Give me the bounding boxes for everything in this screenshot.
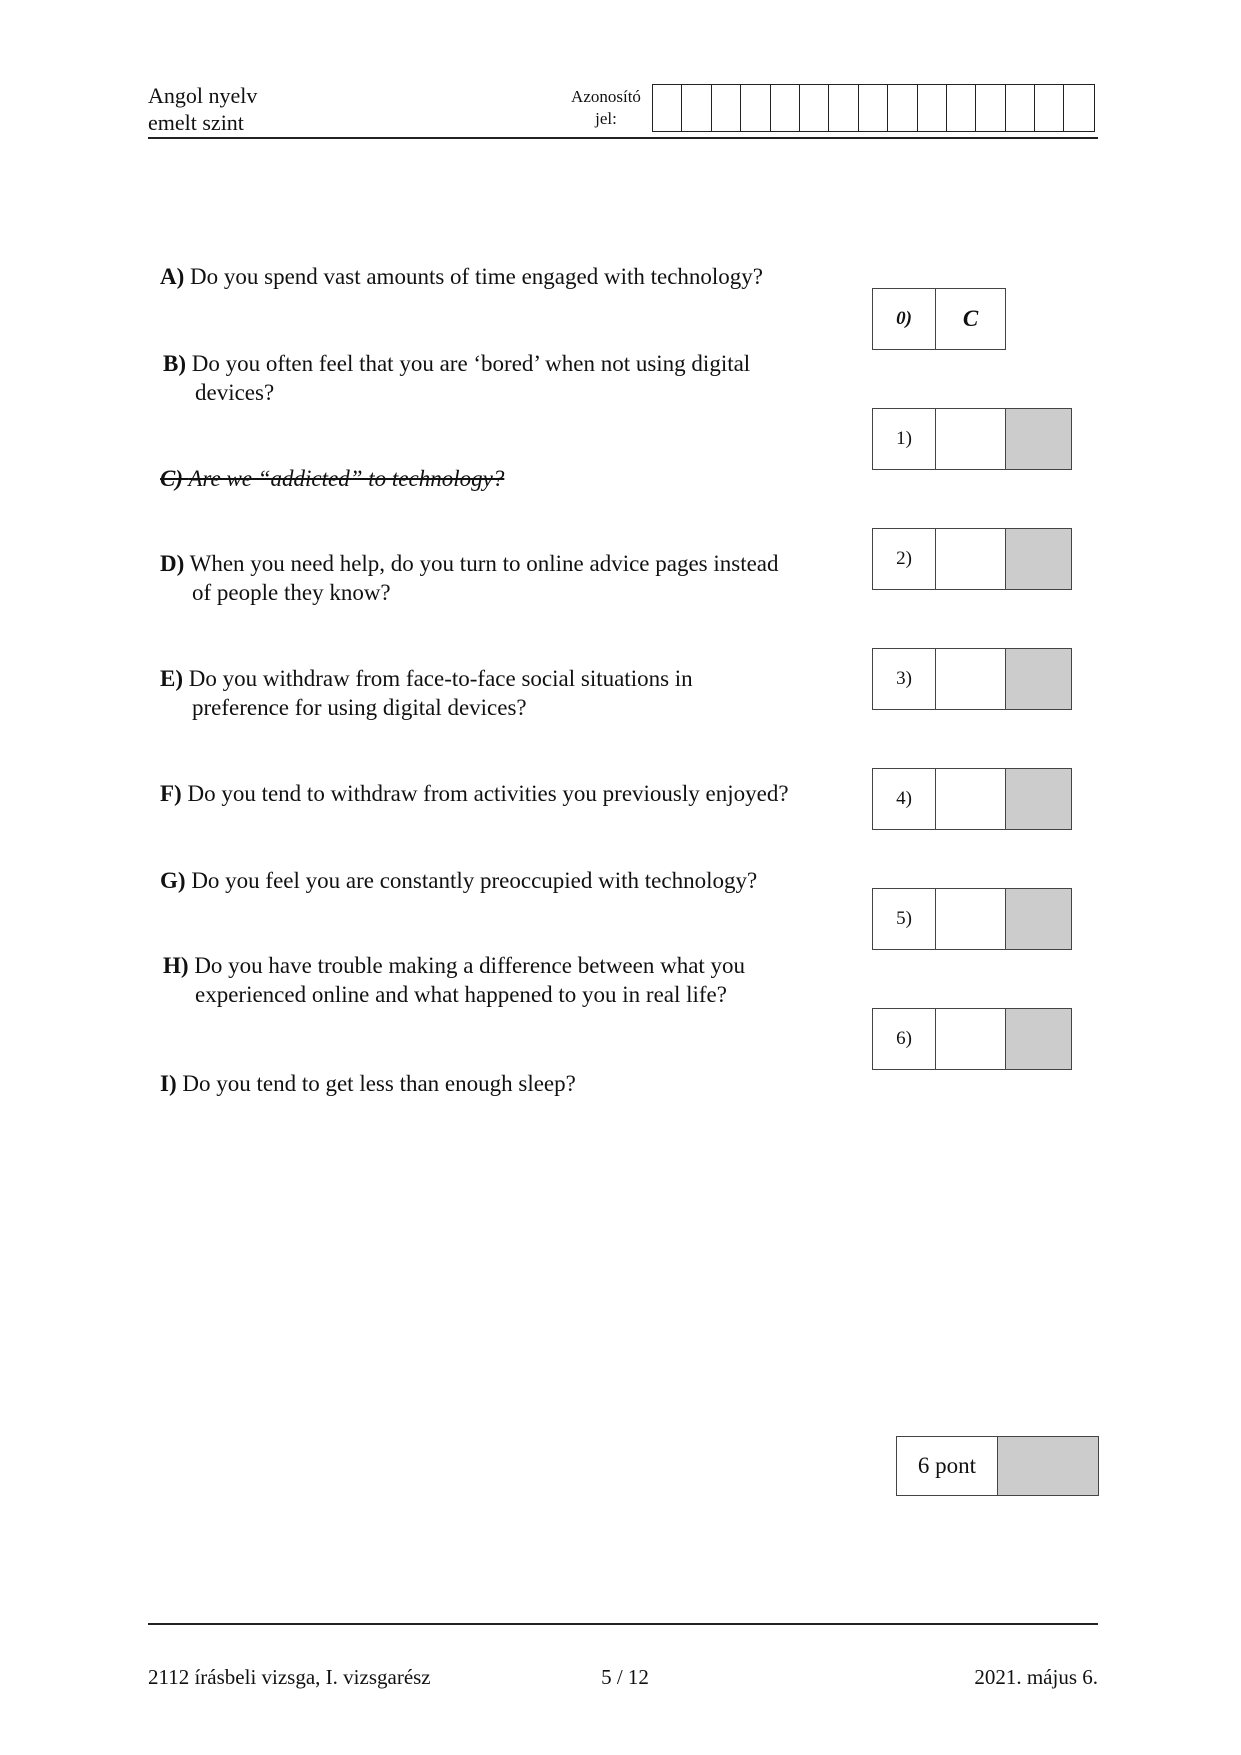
header-rule <box>148 137 1098 139</box>
question-text: Do you have trouble making a difference between what you <box>194 953 746 978</box>
id-code-cell[interactable] <box>800 85 829 131</box>
id-label-line1: Azonosító <box>571 87 641 106</box>
answer-input[interactable] <box>936 769 1005 829</box>
id-code-cell[interactable] <box>1035 85 1064 131</box>
question-text: Do you feel you are constantly preoccupied with technology? <box>191 868 758 893</box>
answer-value: C <box>962 306 979 331</box>
id-code-cell[interactable] <box>918 85 947 131</box>
id-code-cell[interactable] <box>712 85 741 131</box>
question-text-continued: preference for using digital devices? <box>192 695 527 720</box>
total-points-box <box>896 1436 1099 1496</box>
total-points-label: 6 pont <box>897 1437 998 1495</box>
question-h <box>163 951 853 1009</box>
footer-exam-name: 2112 írásbeli vizsga, I. vizsgarész <box>148 1665 431 1689</box>
question-letter: H) <box>163 953 189 978</box>
question-b <box>163 349 853 407</box>
answer-number: 0) <box>873 289 936 349</box>
answer-input[interactable] <box>936 409 1005 469</box>
id-code-cell[interactable] <box>1006 85 1035 131</box>
question-letter: B) <box>163 351 186 376</box>
answer-box-3 <box>872 648 1072 710</box>
question-letter: C) <box>160 466 183 491</box>
question-c-example <box>160 464 850 493</box>
answer-box-2 <box>872 528 1072 590</box>
question-text-continued: experienced online and what happened to you in real life? <box>195 982 727 1007</box>
answer-input[interactable] <box>936 529 1005 589</box>
id-code-cell[interactable] <box>859 85 888 131</box>
answer-input[interactable] <box>936 1009 1005 1069</box>
question-text: Are we “addicted” to technology? <box>188 466 505 491</box>
question-e <box>160 664 850 722</box>
footer-page-number: 5 / 12 <box>601 1665 649 1689</box>
subject-name: Angol nyelv <box>148 83 258 108</box>
score-box <box>1005 1009 1071 1069</box>
id-code-cell[interactable] <box>1064 85 1093 131</box>
answer-box-example <box>872 288 1006 350</box>
question-text: When you need help, do you turn to online advice pages instead <box>189 551 779 576</box>
answer-input[interactable] <box>936 649 1005 709</box>
answer-number: 1) <box>873 409 936 469</box>
question-letter: I) <box>160 1071 177 1096</box>
answer-number: 3) <box>873 649 936 709</box>
id-code-cell[interactable] <box>653 85 682 131</box>
id-code-cell[interactable] <box>682 85 711 131</box>
id-code-cell[interactable] <box>829 85 858 131</box>
question-g <box>160 866 850 895</box>
total-score-box <box>998 1437 1098 1495</box>
question-a <box>160 262 850 291</box>
answer-box-6 <box>872 1008 1072 1070</box>
question-text: Do you tend to withdraw from activities you previously enjoyed? <box>187 781 789 806</box>
answer-box-1 <box>872 408 1072 470</box>
question-text: Do you often feel that you are ‘bored’ when not using digital <box>191 351 751 376</box>
question-letter: D) <box>160 551 185 576</box>
question-text: Do you tend to get less than enough sleep? <box>182 1071 576 1096</box>
score-box <box>1005 889 1071 949</box>
score-box <box>1005 529 1071 589</box>
id-code-cell[interactable] <box>947 85 976 131</box>
id-code-cell[interactable] <box>741 85 770 131</box>
id-code-cell[interactable] <box>771 85 800 131</box>
answer-number: 2) <box>873 529 936 589</box>
id-code-cell[interactable] <box>888 85 917 131</box>
question-letter: F) <box>160 781 182 806</box>
id-code-grid[interactable] <box>652 84 1095 132</box>
answer-input[interactable] <box>936 889 1005 949</box>
question-i <box>160 1069 850 1098</box>
question-letter: A) <box>160 264 185 289</box>
question-f <box>160 779 860 808</box>
question-d <box>160 549 850 607</box>
subject-level: emelt szint <box>148 110 244 135</box>
answer-number: 5) <box>873 889 936 949</box>
question-text-continued: devices? <box>195 380 275 405</box>
score-box <box>1005 769 1071 829</box>
question-letter: G) <box>160 868 186 893</box>
score-box <box>1005 649 1071 709</box>
subject-heading <box>148 82 257 136</box>
question-text: Do you withdraw from face-to-face social situations in <box>188 666 693 691</box>
answer-number: 4) <box>873 769 936 829</box>
question-letter: E) <box>160 666 183 691</box>
answer-number: 6) <box>873 1009 936 1069</box>
answer-box-5 <box>872 888 1072 950</box>
id-label <box>556 86 656 130</box>
footer-rule <box>148 1623 1098 1625</box>
question-text-continued: of people they know? <box>192 580 391 605</box>
score-box <box>1005 409 1071 469</box>
answer-box-4 <box>872 768 1072 830</box>
id-label-line2: jel: <box>595 109 617 128</box>
footer-date: 2021. május 6. <box>974 1665 1098 1689</box>
id-code-cell[interactable] <box>976 85 1005 131</box>
question-text: Do you spend vast amounts of time engaged with technology? <box>190 264 763 289</box>
